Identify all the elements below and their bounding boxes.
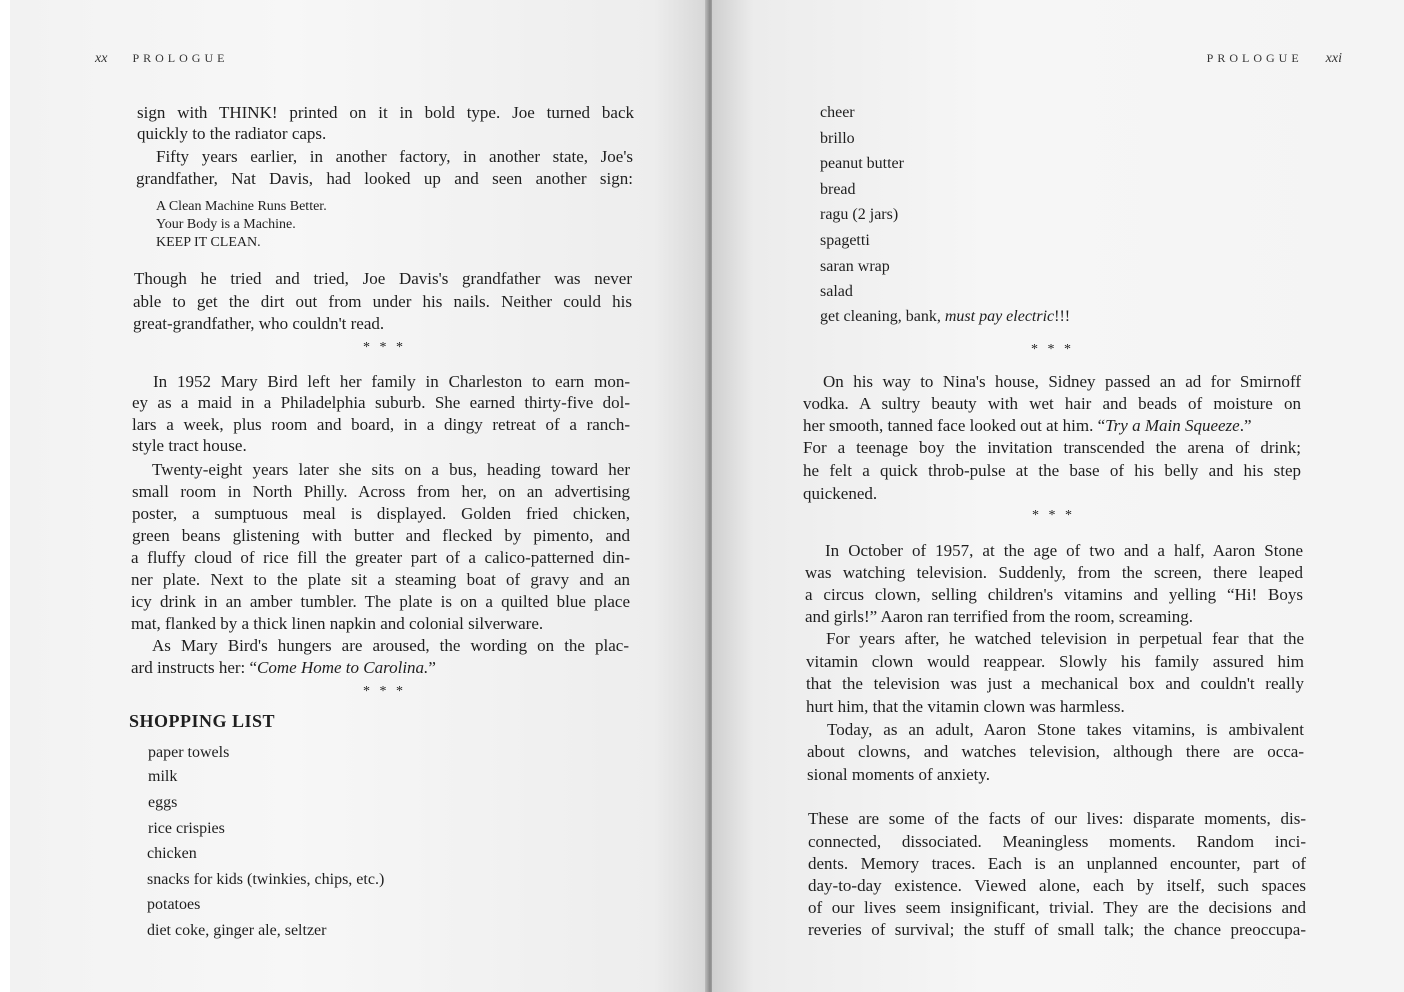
text-line: a circus clown, selling children's vitamins and yelling “Hi! Boys (805, 585, 1303, 604)
list-item: ragu (2 jars) (820, 206, 899, 223)
text-line: of our lives seem insignificant, trivial. They are the decisions and (808, 898, 1306, 917)
text-line: ner plate. Next to the plate sit a steaming boat of gravy and an (131, 570, 630, 589)
text-line: Fifty years earlier, in another factory, in another state, Joe's (156, 147, 633, 166)
text-line: icy drink in an amber tumbler. The plate is on a quilted blue place (131, 592, 630, 611)
text-line: green beans glistening with butter and flecked by pimento, and (132, 526, 630, 545)
list-item: milk (148, 768, 178, 785)
shopping-list-heading: SHOPPING LIST (129, 711, 276, 731)
text-line: that the television was just a mechanical box and couldn't really (806, 674, 1304, 693)
text-line: mat, flanked by a thick linen napkin and colonial silverware. (131, 614, 544, 633)
text-line: hurt him, that the vitamin clown was harmless. (806, 697, 1125, 716)
list-item: salad (820, 283, 853, 300)
text-line: style tract house. (132, 436, 247, 455)
list-item: bread (820, 181, 856, 198)
text-line: vitamin clown would reappear. Slowly his family assured him (806, 652, 1304, 671)
text-line: ard instructs her: “Come Home to Carolina.” (131, 658, 436, 677)
list-item: diet coke, ginger ale, seltzer (147, 922, 327, 939)
text-line: dents. Memory traces. Each is an unplanned encounter, part of (808, 854, 1306, 873)
text-line: a fluffy cloud of rice fill the greater part of a calico-patterned din- (131, 548, 630, 567)
list-item: potatoes (147, 896, 201, 913)
list-item: paper towels (148, 744, 230, 761)
text-line: quickened. (803, 484, 878, 503)
text-line: Twenty-eight years later she sits on a bus, heading toward her (152, 460, 630, 479)
right-page (712, 0, 1404, 992)
text-line: he felt a quick throb-pulse at the base of his belly and his step (803, 461, 1301, 480)
text-line: ey as a maid in a Philadelphia suburb. She earned thirty-five dol- (132, 393, 630, 412)
text-line: small room in North Philly. Across from her, on an advertising (132, 482, 630, 501)
text-line: connected, dissociated. Meaningless moments. Random inci- (808, 832, 1306, 851)
text-line: These are some of the facts of our lives: disparate moments, dis- (808, 809, 1306, 828)
section-break: * * * (363, 684, 406, 699)
text-line: about clowns, and watches television, although there are occa- (807, 742, 1304, 761)
text-line: For a teenage boy the invitation transcended the arena of drink; (803, 438, 1301, 457)
text-line: day-to-day existence. Viewed alone, each by itself, such spaces (808, 876, 1306, 895)
sign-line: Your Body is a Machine. (156, 217, 296, 232)
text-line: vodka. A sultry beauty with wet hair and beads of moisture on (803, 394, 1301, 413)
left-running-head (95, 51, 228, 67)
text-line: Though he tried and tried, Joe Davis's grandfather was never (134, 269, 632, 288)
list-item: eggs (148, 794, 178, 811)
text-line: grandfather, Nat Davis, had looked up and seen another sign: (136, 169, 633, 188)
text-line: quickly to the radiator caps. (137, 124, 327, 143)
left-running-title: PROLOGUE (132, 51, 229, 65)
section-break: * * * (363, 340, 406, 355)
section-break: * * * (1031, 342, 1074, 357)
right-running-title: PROLOGUE (1206, 51, 1303, 65)
list-item: spagetti (820, 232, 870, 249)
text-line: As Mary Bird's hungers are aroused, the wording on the plac- (152, 636, 629, 655)
text-line: On his way to Nina's house, Sidney passed an ad for Smirnoff (823, 372, 1301, 391)
list-item: get cleaning, bank, must pay electric!!! (820, 308, 1071, 325)
text-line: reveries of survival; the stuff of small talk; the chance preoccupa- (808, 920, 1306, 939)
text-line: and girls!” Aaron ran terrified from the room, screaming. (805, 607, 1194, 626)
list-item: brillo (820, 130, 855, 147)
section-break: * * * (1032, 508, 1075, 523)
list-item: snacks for kids (twinkies, chips, etc.) (147, 871, 385, 888)
list-item: cheer (820, 104, 855, 121)
text-line: For years after, he watched television in perpetual fear that the (826, 629, 1304, 648)
text-line: great-grandfather, who couldn't read. (133, 314, 385, 333)
left-page (10, 0, 710, 992)
text-line: lars a week, plus room and board, in a dingy retreat of a ranch- (132, 415, 630, 434)
right-page-number: xxi (1325, 51, 1342, 66)
list-item: rice crispies (148, 820, 225, 837)
sign-line: KEEP IT CLEAN. (156, 235, 261, 250)
list-item: saran wrap (820, 258, 890, 275)
text-line: able to get the dirt out from under his nails. Neither could his (133, 292, 632, 311)
text-line: In October of 1957, at the age of two and a half, Aaron Stone (825, 541, 1303, 560)
text-line: her smooth, tanned face looked out at him. “Try a Main Squeeze.” (803, 416, 1252, 435)
right-running-head (1207, 51, 1342, 67)
text-line: sional moments of anxiety. (807, 765, 991, 784)
list-item: chicken (147, 845, 197, 862)
text-line: In 1952 Mary Bird left her family in Charleston to earn mon- (153, 372, 630, 391)
list-item: peanut butter (820, 155, 904, 172)
text-line: sign with THINK! printed on it in bold type. Joe turned back (137, 103, 634, 122)
sign-line: A Clean Machine Runs Better. (156, 199, 327, 214)
text-line: was watching television. Suddenly, from the screen, there leaped (805, 563, 1303, 582)
text-line: poster, a sumptuous meal is displayed. Golden fried chicken, (132, 504, 630, 523)
text-line: Today, as an adult, Aaron Stone takes vitamins, is ambivalent (827, 720, 1304, 739)
left-page-number: xx (95, 51, 108, 66)
